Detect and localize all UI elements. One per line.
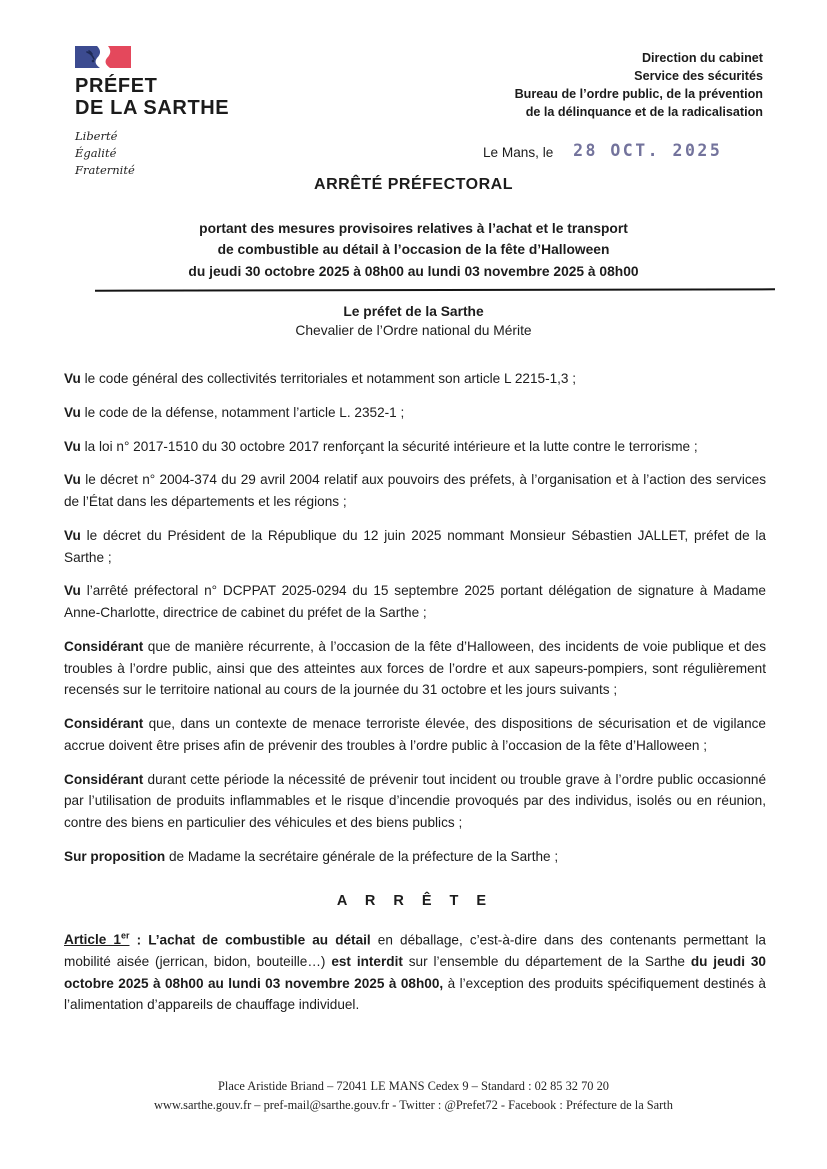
page-footer [0, 1077, 827, 1114]
recital-text: le code de la défense, notamment l’article L. 2352-1 ; [80, 404, 405, 420]
document-title: ARRÊTÉ PRÉFECTORAL [314, 176, 513, 193]
recital-lead: Considérant [64, 771, 144, 787]
recital-paragraph [64, 436, 766, 458]
authority-title: Le préfet de la Sarthe [343, 304, 484, 319]
recital-paragraph [64, 846, 766, 868]
issuing-service-block [515, 50, 763, 122]
footer-contact-line: www.sarthe.gouv.fr – pref-mail@sarthe.gouv.fr - Twitter : @Prefet72 - Facebook : Préfecture de la Sarth [154, 1097, 673, 1112]
place-label: Le Mans, le [483, 145, 554, 160]
recital-lead: Vu [64, 527, 81, 543]
recital-paragraph [64, 769, 766, 834]
document-subtitle [0, 218, 827, 282]
article-1-label-text: Article 1 [64, 932, 121, 948]
motto-line-fraternite: Fraternité [75, 163, 135, 178]
recital-text: le décret du Président de la République du 12 juin 2025 nommant Monsieur Sébastien JALLET, préfet de la Sarthe ; [64, 527, 766, 565]
recital-paragraph [64, 525, 766, 569]
recital-text: que de manière récurrente, à l’occasion de la fête d’Halloween, des incidents de voie publique et des troubles à l’ordre public, ainsi que des atteintes aux forces de l’ordre et aux sapeurs-pompiers, sont régulièrement recensés sur le territoire national au cours de la journée du 31 octobre et les jours suivants ; [64, 638, 766, 698]
document-body [64, 368, 766, 1028]
recital-paragraph [64, 580, 766, 624]
recital-text: durant cette période la nécessité de prévenir tout incident ou trouble grave à l’ordre public occasionné par l’utilisation de produits inflammables et le risque d’incendie provoqués par des individus, isolés ou en réunion, contre des biens en particulier des véhicules et des biens publics ; [64, 771, 766, 830]
arrete-heading: A R R Ê T E [336, 892, 494, 909]
recital-text: le décret n° 2004-374 du 29 avril 2004 relatif aux pouvoirs des préfets, à l’organisation et à l’action des services de l’État dans les départements et les régions ; [64, 472, 766, 509]
service-line: Service des sécurités [634, 68, 763, 83]
authority-block [0, 303, 827, 340]
recital-paragraph [64, 636, 766, 701]
government-logo-block [75, 45, 229, 180]
recital-text: l’arrêté préfectoral n° DCPPAT 2025-0294 du 15 septembre 2025 portant délégation de signature à Madame Anne-Charlotte, directrice de cabinet du préfet de la Sarthe ; [64, 583, 766, 620]
service-line: Bureau de l’ordre public, de la prévention [514, 86, 763, 101]
recital-lead: Considérant [64, 716, 144, 731]
recital-lead: Vu [64, 583, 81, 599]
footer-address-line: Place Aristide Briand – 72041 LE MANS Cedex 9 – Standard : 02 85 32 70 20 [218, 1079, 609, 1093]
article-1-label-sup: er [120, 930, 130, 941]
motto-line-egalite: Égalité [75, 146, 117, 161]
service-line: Direction du cabinet [641, 51, 763, 65]
motto [75, 128, 229, 180]
article-1-bold-3: du jeudi 30 octobre 2025 à 08h00 au lundi 03 novembre 2025 à 08h00, [64, 953, 766, 991]
subtitle-line: portant des mesures provisoires relatives à l’achat et le transport [199, 221, 628, 236]
recital-text: de Madame la secrétaire générale de la préfecture de la Sarthe ; [165, 848, 559, 864]
agency-name-line1: PRÉFET [75, 75, 158, 97]
article-1-text-3: à l’exception des produits spécifiquement destinés à l’alimentation d’appareils de chauffage individuel. [64, 975, 766, 1013]
service-line: de la délinquance et de la radicalisation [525, 104, 763, 119]
recital-paragraph [64, 402, 766, 424]
recital-paragraph [64, 713, 766, 757]
authority-subtitle: Chevalier de l’Ordre national du Mérite [295, 322, 532, 338]
recital-paragraph [64, 368, 766, 390]
dateline [483, 142, 722, 161]
subtitle-line: de combustible au détail à l’occasion de la fête d’Halloween [217, 242, 610, 258]
recital-lead: Sur proposition [64, 848, 166, 864]
article-1-text-2: sur l’ensemble du département de la Sarthe [402, 953, 691, 969]
agency-name-line2: DE LA SARTHE [75, 97, 230, 120]
horizontal-rule [95, 288, 775, 291]
article-1-text-1: en déballage, c’est-à-dire dans des contenants permettant la mobilité aisée (jerrican, bidon, bouteille…) [64, 932, 766, 969]
recital-lead: Vu [64, 472, 81, 488]
recital-lead: Vu [64, 404, 81, 420]
recital-lead: Vu [64, 371, 81, 386]
french-flag-icon [75, 45, 131, 69]
article-1-bold-1: : L’achat de combustible au détail [129, 932, 371, 948]
recital-lead: Vu [64, 438, 81, 454]
date-stamp: 28 OCT. 2025 [573, 141, 723, 160]
recital-text: que, dans un contexte de menace terroriste élevée, des dispositions de sécurisation et de vigilance accrue doivent être prises afin de prévenir des troubles à l’ordre public à l’occasion de la fête d’Halloween ; [64, 716, 766, 753]
recital-paragraph [64, 469, 766, 513]
article-1-label [64, 932, 129, 947]
recital-lead: Considérant [64, 638, 144, 654]
article-1-bold-2: est interdit [331, 953, 403, 969]
subtitle-line: du jeudi 30 octobre 2025 à 08h00 au lundi 03 novembre 2025 à 08h00 [188, 263, 639, 279]
recital-text: la loi n° 2017-1510 du 30 octobre 2017 renforçant la sécurité intérieure et la lutte contre le terrorisme ; [80, 438, 698, 454]
recital-text: le code général des collectivités territoriales et notamment son article L 2215-1,3 ; [80, 371, 577, 386]
motto-line-liberte: Liberté [75, 128, 118, 143]
article-1-paragraph [64, 929, 766, 1017]
